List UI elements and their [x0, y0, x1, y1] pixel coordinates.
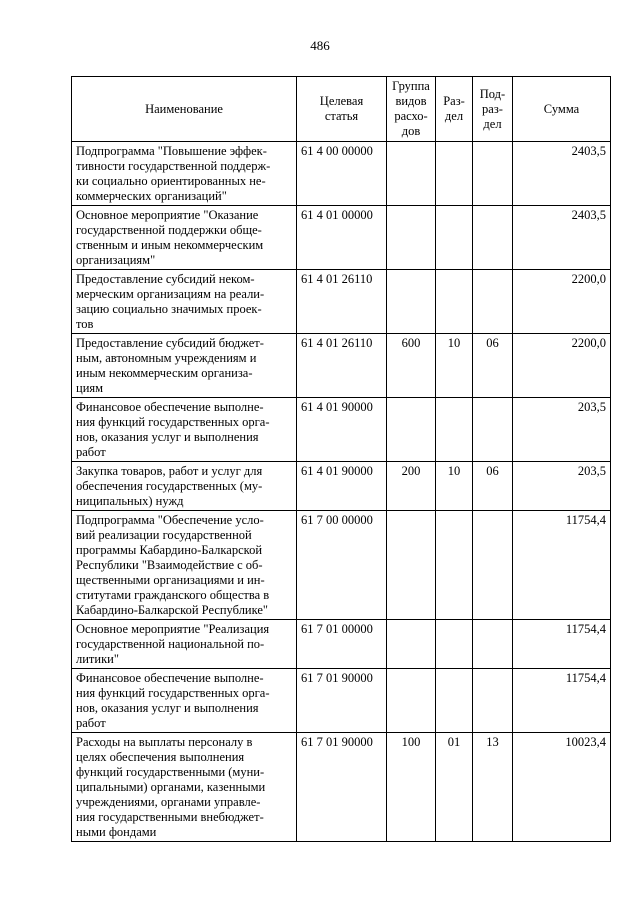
row-target-article: 61 7 00 00000 — [297, 511, 387, 620]
header-row — [72, 77, 611, 142]
row-target-article: 61 7 01 00000 — [297, 620, 387, 669]
table-row — [72, 462, 611, 511]
row-name: Основное мероприятие "Реализация государственной национальной по- литики" — [72, 620, 297, 669]
row-subsection — [473, 511, 513, 620]
row-target-article: 61 4 01 26110 — [297, 334, 387, 398]
row-sum: 11754,4 — [513, 669, 611, 733]
row-subsection: 06 — [473, 462, 513, 511]
table-row — [72, 733, 611, 842]
row-target-article: 61 7 01 90000 — [297, 669, 387, 733]
table-header — [72, 77, 611, 142]
row-expense-group — [387, 620, 436, 669]
row-expense-group — [387, 142, 436, 206]
row-name: Предоставление субсидий бюджет- ным, автономным учреждениям и иным некоммерческим организа- циям — [72, 334, 297, 398]
row-section — [436, 669, 473, 733]
row-expense-group — [387, 398, 436, 462]
row-section — [436, 270, 473, 334]
row-sum: 2200,0 — [513, 270, 611, 334]
row-subsection: 13 — [473, 733, 513, 842]
header-target-article: Целевая статья — [297, 77, 387, 142]
row-target-article: 61 4 01 90000 — [297, 462, 387, 511]
row-sum: 11754,4 — [513, 620, 611, 669]
row-section: 10 — [436, 462, 473, 511]
row-name: Расходы на выплаты персоналу в целях обеспечения выполнения функций государственными (муни- ципальными) органами, казенными учреждениями, органами управле- ния государственными внебюджет- ными фондами — [72, 733, 297, 842]
table-row — [72, 142, 611, 206]
row-subsection — [473, 669, 513, 733]
row-expense-group: 600 — [387, 334, 436, 398]
row-sum: 10023,4 — [513, 733, 611, 842]
header-expense-group: Группа видов расхо- дов — [387, 77, 436, 142]
row-subsection — [473, 620, 513, 669]
row-section — [436, 620, 473, 669]
row-subsection — [473, 270, 513, 334]
row-sum: 2403,5 — [513, 142, 611, 206]
row-subsection — [473, 398, 513, 462]
table-body — [72, 142, 611, 842]
table-row — [72, 334, 611, 398]
row-target-article: 61 4 01 90000 — [297, 398, 387, 462]
row-target-article: 61 7 01 90000 — [297, 733, 387, 842]
row-name: Финансовое обеспечение выполне- ния функций государственных орга- нов, оказания услуг и выполнения работ — [72, 398, 297, 462]
row-name: Закупка товаров, работ и услуг для обеспечения государственных (му- ниципальных) нужд — [72, 462, 297, 511]
row-sum: 2200,0 — [513, 334, 611, 398]
page-number: 486 — [310, 38, 330, 53]
row-section — [436, 511, 473, 620]
row-section — [436, 142, 473, 206]
row-sum: 203,5 — [513, 398, 611, 462]
table-row — [72, 620, 611, 669]
table-row — [72, 206, 611, 270]
row-expense-group — [387, 669, 436, 733]
row-expense-group: 200 — [387, 462, 436, 511]
row-subsection — [473, 142, 513, 206]
row-sum: 2403,5 — [513, 206, 611, 270]
budget-table — [71, 76, 611, 842]
row-target-article: 61 4 01 26110 — [297, 270, 387, 334]
header-subsection: Под- раз- дел — [473, 77, 513, 142]
row-subsection: 06 — [473, 334, 513, 398]
row-name: Подпрограмма "Повышение эффек- тивности государственной поддерж- ки социально ориентированных не- коммерческих организаций" — [72, 142, 297, 206]
row-target-article: 61 4 00 00000 — [297, 142, 387, 206]
row-expense-group — [387, 206, 436, 270]
row-sum: 11754,4 — [513, 511, 611, 620]
row-name: Основное мероприятие "Оказание государственной поддержки обще- ственным и иным некоммерческим организациям" — [72, 206, 297, 270]
table-row — [72, 669, 611, 733]
row-target-article: 61 4 01 00000 — [297, 206, 387, 270]
row-name: Предоставление субсидий неком- мерческим организациям на реали- зацию социально значимых проек- тов — [72, 270, 297, 334]
row-expense-group — [387, 511, 436, 620]
header-name: Наименование — [72, 77, 297, 142]
row-section — [436, 206, 473, 270]
row-subsection — [473, 206, 513, 270]
row-expense-group: 100 — [387, 733, 436, 842]
row-section: 01 — [436, 733, 473, 842]
row-name: Финансовое обеспечение выполне- ния функций государственных орга- нов, оказания услуг и выполнения работ — [72, 669, 297, 733]
row-expense-group — [387, 270, 436, 334]
row-name: Подпрограмма "Обеспечение усло- вий реализации государственной программы Кабардино-Балкарской Республики "Взаимодействие с об- щественными организациями и ин- ститутами гражданского общества в Кабардино-Балкарской Республике" — [72, 511, 297, 620]
row-section — [436, 398, 473, 462]
table-row — [72, 398, 611, 462]
header-sum: Сумма — [513, 77, 611, 142]
row-sum: 203,5 — [513, 462, 611, 511]
table-row — [72, 270, 611, 334]
row-section: 10 — [436, 334, 473, 398]
header-section: Раз- дел — [436, 77, 473, 142]
table-row — [72, 511, 611, 620]
